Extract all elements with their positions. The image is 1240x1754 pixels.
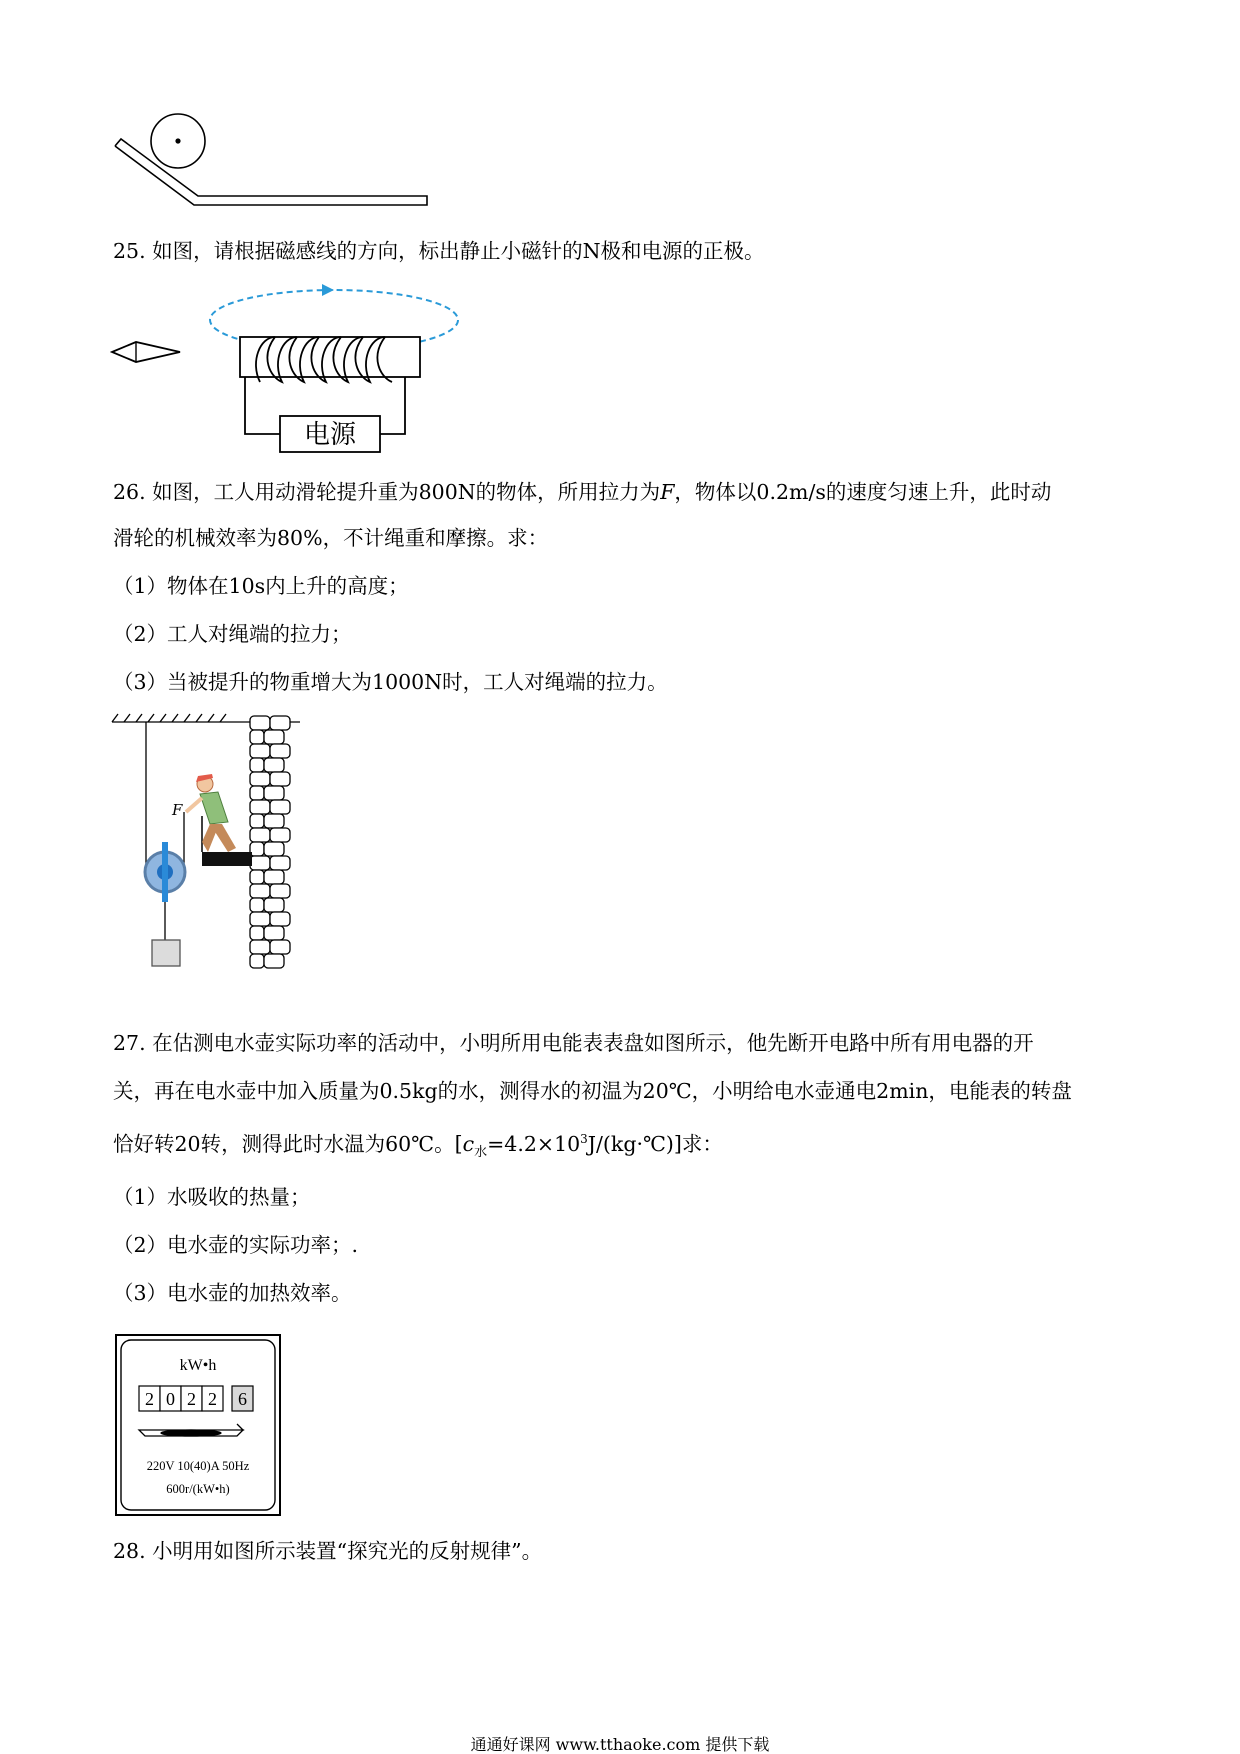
compass-needle [112,342,180,362]
platform [202,852,252,866]
meter-digit-4: 2 [208,1389,217,1409]
meter-digit-2: 0 [166,1389,175,1409]
ramp-outline [115,139,427,205]
meter-digit-1: 2 [145,1389,154,1409]
wire-left [245,377,280,434]
meter-digit-3: 2 [187,1389,196,1409]
meter-constant: 600r/(kW•h) [166,1482,230,1496]
q26-sub2: （2）工人对绳端的拉力； [113,622,352,646]
q26-figure [110,712,310,972]
field-direction-arrow [322,284,334,296]
meter-rating: 220V 10(40)A 50Hz [146,1459,250,1473]
wire-right [380,377,405,434]
pulley-frame [162,842,168,902]
energy-meter [115,1334,281,1516]
wheel-center [175,138,180,143]
q27-line1: 27. 在估测电水壶实际功率的活动中，小明所用电能表表盘如图所示，他先断开电路中所有用电器的开 [113,1031,1034,1055]
load-block [152,940,180,966]
power-source-label: 电源 [303,420,357,450]
q24-figure [110,108,430,208]
force-label: F [172,801,183,819]
brick-wall [250,716,290,968]
q25-text: 25. 如图，请根据磁感线的方向，标出静止小磁针的N极和电源的正极。 [113,239,765,263]
q27-line2: 关，再在电水壶中加入质量为0.5kg的水，测得水的初温为20℃，小明给电水壶通电2min，电能表的转盘 [113,1079,1072,1103]
q27-line3: 恰好转20转，测得此时水温为60℃。$[c_水=4.2\times 10^3J/(kg\cdot℃)]$求： [113,1131,723,1160]
q26-line2: 滑轮的机械效率为80%，不计绳重和摩擦。求： [113,526,549,550]
meter-digits [139,1386,253,1411]
q28-text: 28. 小明用如图所示装置“探究光的反射规律”。 [113,1539,543,1563]
meter-unit: kW•h [179,1357,217,1374]
q25-figure [110,282,470,462]
q27-sub1: （1）水吸收的热量； [113,1185,311,1209]
footer: 通通好课网 www.tthaoke.com 提供下载 [470,1735,770,1754]
q26-line1: 26. 如图，工人用动滑轮提升重为800N的物体，所用拉力为F，物体以0.2m/s的速度匀速上升，此时动 [113,480,1052,504]
q27-sub2: （2）电水壶的实际功率；. [113,1233,359,1257]
worker [186,774,236,852]
q27-sub3: （3）电水壶的加热效率。 [113,1281,352,1305]
meter-digit-5: 6 [238,1389,247,1409]
q26-sub1: （1）物体在10s内上升的高度； [113,574,409,598]
q26-sub3: （3）当被提升的物重增大为1000N时，工人对绳端的拉力。 [113,670,668,694]
